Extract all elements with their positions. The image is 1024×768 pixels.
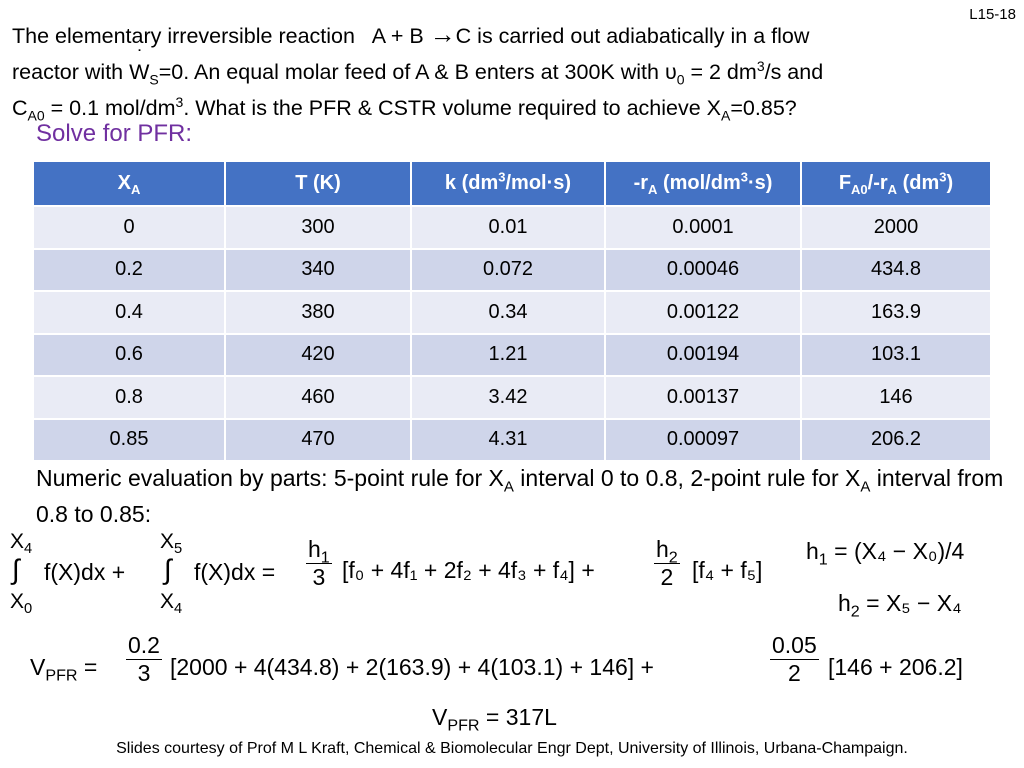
vpfr-label: $V_{PFR}$ = <box>30 654 98 685</box>
data-table <box>34 162 990 460</box>
method-description: Numeric evaluation by parts: 5-point rule for $X_A$ interval 0 to 0.8, 2-point rule for $X_A$ interval from 0.8 to 0.85: <box>36 465 1004 527</box>
substitution-bracket-2: [146 + 206.2] <box>828 654 963 680</box>
table-row: 0 300 0.01 0.0001 2000 <box>34 206 990 249</box>
integral2-sign: ∫ <box>164 554 172 585</box>
header-fa0-over-ra: $F_{A0}/-r_A$ $(dm^3)$ <box>801 162 990 206</box>
h1-over-3-fraction: $\frac{h_1}{3}$ <box>308 536 330 590</box>
table-row: 0.2 340 0.072 0.00046 434.8 <box>34 249 990 292</box>
w-dot-symbol: ˙ W <box>129 54 149 90</box>
trapezoid-bracket: [f₄ + f₅] <box>692 557 763 583</box>
integral1-upper-limit: $X_4$ <box>10 530 33 558</box>
slide-footer: Slides courtesy of Prof M L Kraft, Chemical & Biomolecular Engr Dept, University of Illinois, Urbana-Champaign. <box>116 740 908 757</box>
h1-definition: $h_1 = (X_4 - X_0)/4$ <box>806 538 965 569</box>
slide-number: L15-18 <box>969 6 1016 23</box>
h2-over-2-fraction: $\frac{h_2}{2}$ <box>656 536 678 590</box>
table-header-row <box>34 162 990 206</box>
integral2-upper-limit: $X_5$ <box>160 530 183 558</box>
table-row: 0.85 470 4.31 0.00097 206.2 <box>34 419 990 461</box>
integrand-1: f(X)dx + <box>44 559 126 585</box>
fraction-0-2-over-3: $\frac{0.2}{3}$ <box>128 632 160 686</box>
integral1-sign: ∫ <box>12 554 20 585</box>
header-k: k $(dm^3/mol\cdot s)$ <box>411 162 605 206</box>
problem-statement: The elementary irreversible reaction A + B →C is carried out adiabatically in a flow reactor with ˙ $W_S=0$. An equal molar feed of A & B enters at 300K with $\upsilon_0 = 2$ $dm^3/s$ and $C_{A0} = 0.1$ mol/$dm^3$. What is the PFR & CSTR volume required to achieve $X_A=0.85$? <box>12 16 1002 126</box>
vpfr-result: $V_{PFR} = 317L$ <box>432 704 557 735</box>
header-temperature: T (K) <box>225 162 411 206</box>
header-xa: $X_A$ <box>34 162 225 206</box>
fraction-0-05-over-2: $\frac{0.05}{2}$ <box>772 632 817 686</box>
integral2-lower-limit: $X_4$ <box>160 590 183 618</box>
reaction-arrow: → <box>429 19 456 49</box>
substitution-bracket-1: [2000 + 4(434.8) + 2(163.9) + 4(103.1) + 146] + <box>170 654 654 680</box>
simpson-bracket: [f₀ + 4f₁ + 2f₂ + 4f₃ + f₄] + <box>342 557 595 583</box>
table-row: 0.4 380 0.34 0.00122 163.9 <box>34 291 990 334</box>
table-row: 0.8 460 3.42 0.00137 146 <box>34 376 990 419</box>
table-row: 0.6 420 1.21 0.00194 103.1 <box>34 334 990 377</box>
subheading: Solve for PFR: <box>36 120 193 147</box>
integrand-2: f(X)dx = <box>194 559 276 585</box>
integral1-lower-limit: $X_0$ <box>10 590 33 618</box>
header-rate: $-r_A$ $(mol/dm^3\cdot s)$ <box>605 162 801 206</box>
h2-definition: $h_2 = X_5 - X_4$ <box>838 590 962 621</box>
